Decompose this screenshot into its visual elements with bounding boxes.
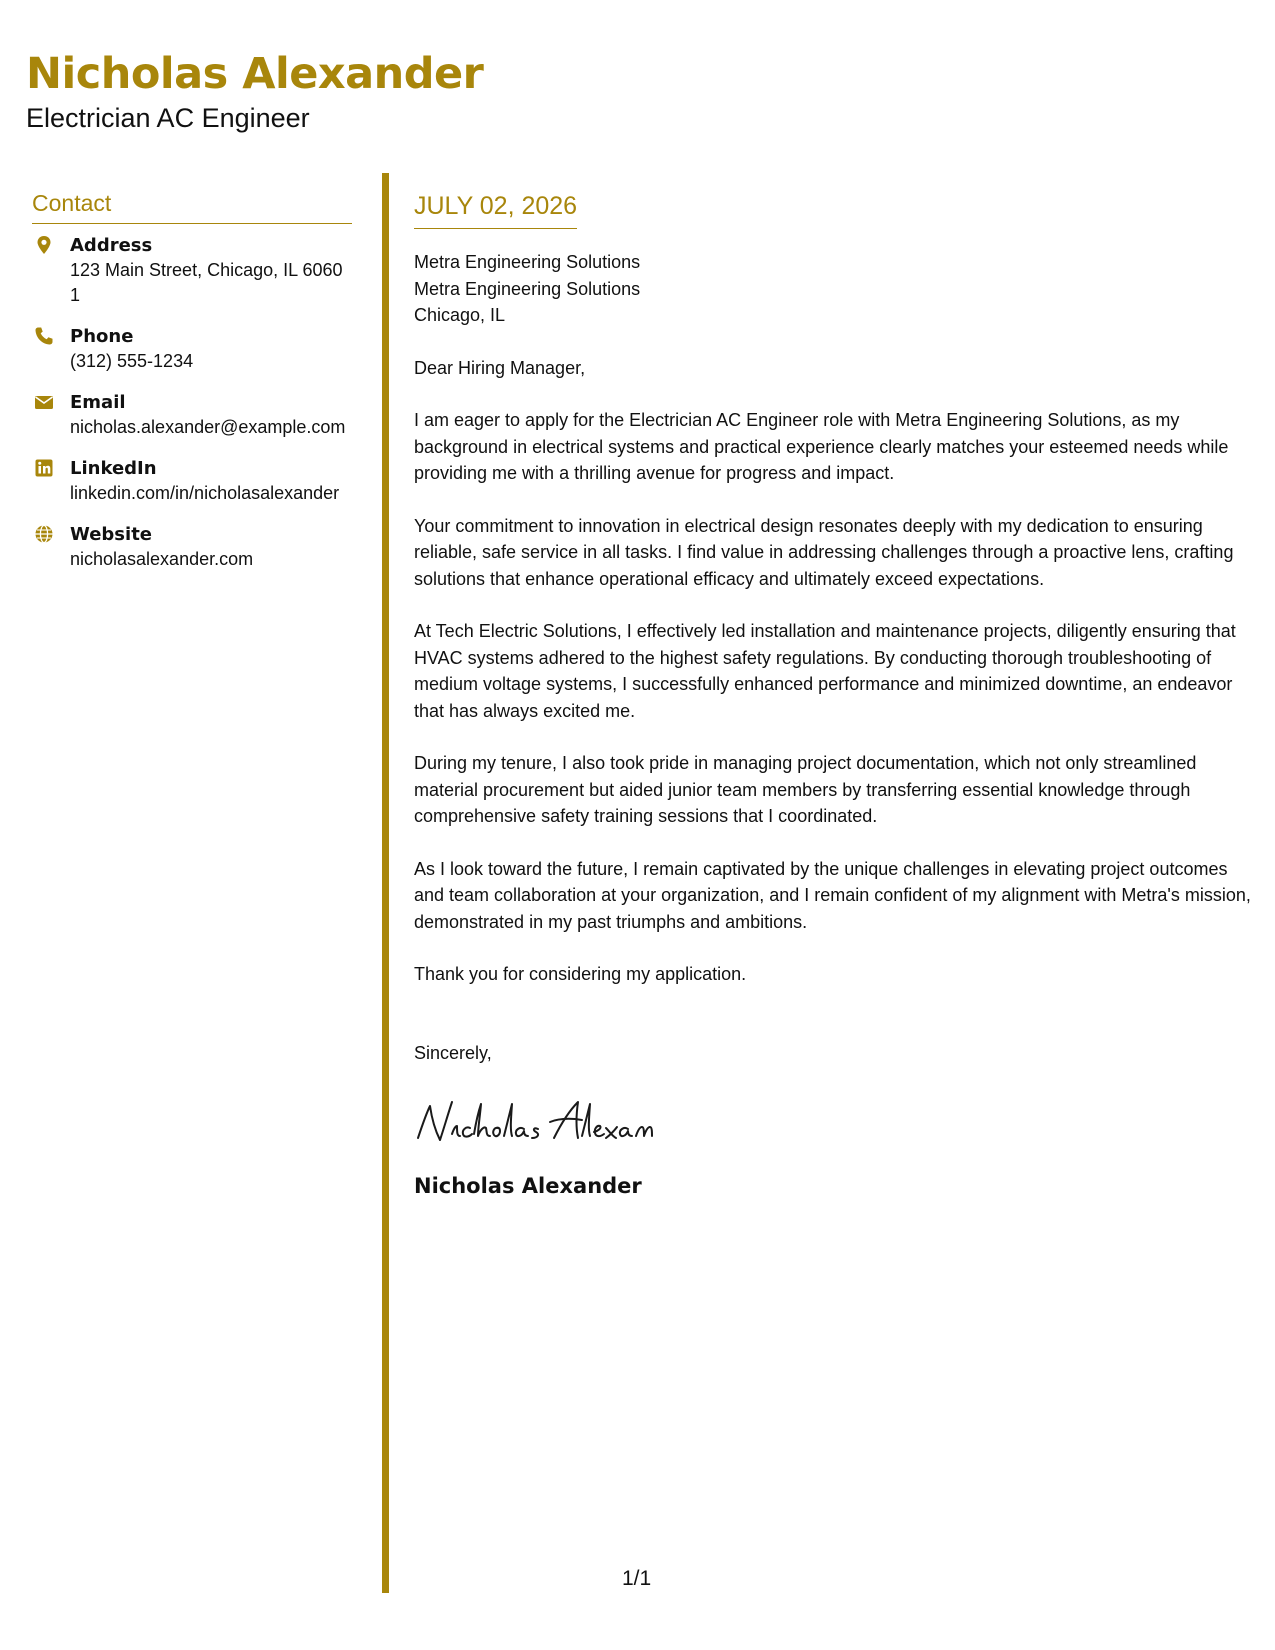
- map-pin-icon: [34, 235, 54, 255]
- applicant-name: Nicholas Alexander: [26, 49, 484, 99]
- letter-date: JULY 02, 2026: [414, 192, 578, 220]
- contact-sidebar: [32, 188, 352, 589]
- body-paragraph: During my tenure, I also took pride in managing project documentation, which not only streamlined material procurement but aided junior team members by transferring essential knowledge through comprehensive safety training sessions that I coordinated.: [414, 753, 1197, 826]
- phone-icon: [34, 326, 54, 346]
- address-value: 123 Main Street, Chicago, IL 60601: [70, 260, 343, 305]
- body-paragraph: Thank you for considering my application.: [414, 964, 747, 984]
- email-value[interactable]: nicholas.alexander@example.com: [70, 417, 346, 437]
- recipient-line: Metra Engineering Solutions: [414, 252, 641, 272]
- recipient-line: Chicago, IL: [414, 305, 506, 325]
- letter-header: [26, 46, 483, 134]
- date-block: [414, 190, 577, 229]
- contact-item-address: [32, 234, 352, 308]
- contact-label: LinkedIn: [70, 458, 157, 479]
- vertical-divider: [382, 173, 389, 1593]
- contact-label: Phone: [70, 326, 134, 347]
- contact-item-website: [32, 523, 352, 572]
- page-number: 1/1: [622, 1567, 652, 1590]
- contact-label: Email: [70, 392, 126, 413]
- recipient-block: [414, 249, 1254, 329]
- recipient-line: Metra Engineering Solutions: [414, 278, 641, 299]
- contact-label: Website: [70, 524, 153, 545]
- linkedin-value[interactable]: linkedin.com/in/nicholasalexander: [70, 483, 340, 503]
- body-paragraph: I am eager to apply for the Electrician AC Engineer role with Metra Engineering Solutions, as my background in electrical systems and practical experience clearly matches your esteemed needs while providing me with a thrilling avenue for progress and impact.: [414, 410, 1229, 483]
- phone-value: (312) 555-1234: [70, 351, 194, 371]
- contact-item-phone: [32, 325, 352, 374]
- linkedin-icon: [34, 458, 54, 478]
- globe-icon: [34, 524, 54, 544]
- contact-heading: Contact: [32, 188, 352, 224]
- body-paragraph: At Tech Electric Solutions, I effectively led installation and maintenance projects, diligently ensuring that HVAC systems adhered to the highest safety regulations. By conducting thorough troubleshooting of medium voltage systems, I successfully enhanced performance and minimized downtime, an endeavor that has always excited me.: [414, 621, 1236, 721]
- letter-body: [414, 190, 1254, 1200]
- contact-item-linkedin: [32, 457, 352, 506]
- contact-label: Address: [70, 235, 153, 256]
- body-paragraph: Your commitment to innovation in electrical design resonates deeply with my dedication to ensuring reliable, safe service in all tasks. I find value in addressing challenges through a proactive lens, crafting solutions that enhance operational efficacy and ultimately exceed expectations.: [414, 515, 1234, 589]
- envelope-icon: [34, 392, 54, 412]
- body-paragraph: As I look toward the future, I remain captivated by the unique challenges in elevating project outcomes and team collaboration at your organization, and I remain confident of my alignment with Metra's mission, demonstrated in my past triumphs and ambitions.: [414, 858, 1251, 932]
- website-value[interactable]: nicholasalexander.com: [70, 549, 254, 569]
- signer-name: Nicholas Alexander: [414, 1174, 642, 1198]
- greeting: Dear Hiring Manager,: [414, 357, 586, 378]
- contact-item-email: [32, 391, 352, 440]
- handwritten-signature: [414, 1092, 1254, 1152]
- applicant-title: Electrician AC Engineer: [26, 103, 310, 133]
- closing: Sincerely,: [414, 1042, 492, 1063]
